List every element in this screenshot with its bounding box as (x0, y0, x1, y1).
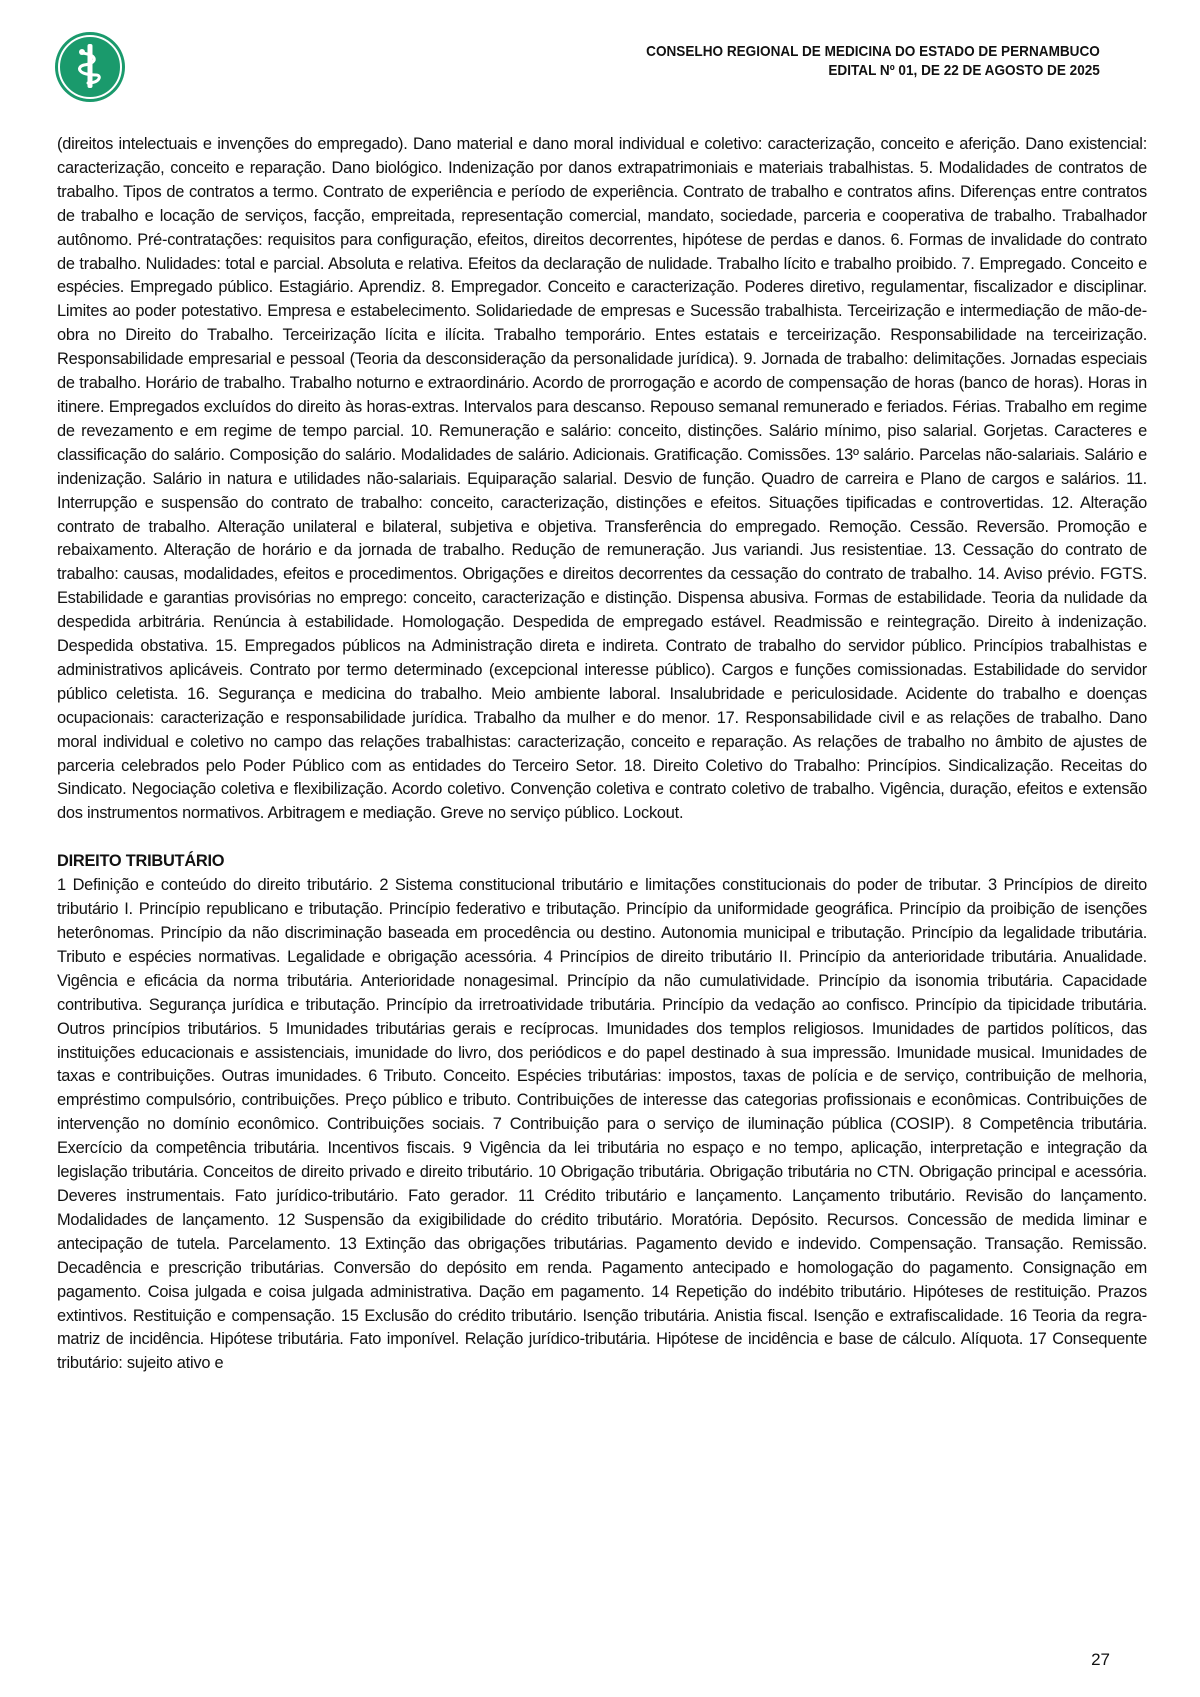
body-paragraph: 1 Definição e conteúdo do direito tributário. 2 Sistema constitucional tributário e limitações constitucionais do poder de tributar. 3 Princípios de direito tributário I. Princípio republicano e tributação. Princípio federativo e tributação. Princípio da uniformidade geográfica. Princípio da proibição de isenções heterônomas. Princípio da não discriminação baseada em procedência ou destino. Autonomia municipal e tributação. Princípio da legalidade tributária. Tributo e espécies normativas. Legalidade e obrigação acessória. 4 Princípios de direito tributário II. Princípio da anterioridade tributária. Anualidade. Vigência e eficácia da norma tributária. Anterioridade nonagesimal. Princípio da não cumulatividade. Princípio da isonomia tributária. Capacidade contributiva. Segurança jurídica e tributação. Princípio da irretroatividade tributária. Princípio da vedação ao confisco. Princípio da tipicidade tributária. Outros princípios tributários. 5 Imunidades tributárias gerais e recíprocas. Imunidades dos templos religiosos. Imunidades de partidos políticos, das instituições educacionais e assistenciais, imunidade do livro, dos periódicos e do papel destinado à sua impressão. Imunidade musical. Imunidades de taxas e contribuições. Outras imunidades. 6 Tributo. Conceito. Espécies tributárias: impostos, taxas de polícia e de serviço, contribuição de melhoria, empréstimo compulsório, contribuições. Preço público e tributo. Contribuições de interesse das categorias profissionais e econômicas. Contribuições de intervenção no domínio econômico. Contribuições sociais. 7 Contribuição para o serviço de iluminação pública (COSIP). 8 Competência tributária. Exercício da competência tributária. Incentivos fiscais. 9 Vigência da lei tributária no espaço e no tempo, aplicação, interpretação e integração da legislação tributária. Conceitos de direito privado e direito tributário. 10 Obrigação tributária. Obrigação tributária no CTN. Obrigação principal e acessória. Deveres instrumentais. Fato jurídico-tributário. Fato gerador. 11 Crédito tributário e lançamento. Lançamento tributário. Revisão do lançamento. Modalidades de lançamento. 12 Suspensão da exigibilidade do crédito tributário. Moratória. Depósito. Recursos. Concessão de medida liminar e antecipação de tutela. Parcelamento. 13 Extinção das obrigações tributárias. Pagamento devido e indevido. Compensação. Transação. Remissão. Decadência e prescrição tributárias. Conversão do depósito em renda. Pagamento antecipado e homologação do pagamento. Consignação em pagamento. Coisa julgada e coisa julgada administrativa. Dação em pagamento. 14 Repetição do indébito tributário. Hipóteses de restituição. Prazos extintivos. Restituição e compensação. 15 Exclusão do crédito tributário. Isenção tributária. Anistia fiscal. Isenção e extrafiscalidade. 16 Teoria da regra-matriz de incidência. Hipótese tributária. Fato imponível. Relação jurídico-tributária. Hipótese de incidência e base de cálculo. Alíquota. 17 Consequente tributário: sujeito ativo e (57, 876, 1147, 1373)
section-heading: DIREITO TRIBUTÁRIO (57, 852, 225, 871)
document-header (646, 43, 1100, 81)
caduceus-icon (54, 31, 126, 103)
logo-graphic (54, 31, 126, 103)
page-number: 27 (1091, 1650, 1110, 1669)
document-body (57, 133, 1147, 1376)
header-organization: CONSELHO REGIONAL DE MEDICINA DO ESTADO DE PERNAMBUCO (646, 44, 1100, 60)
header-edital: EDITAL Nº 01, DE 22 DE AGOSTO DE 2025 (828, 63, 1100, 79)
body-paragraph: (direitos intelectuais e invenções do empregado). Dano material e dano moral individual e coletivo: caracterização, conceito e aferição. Dano existencial: caracterização, conceito e reparação. Dano biológico. Indenização por danos extrapatrimoniais e materiais trabalhistas. 5. Modalidades de contratos de trabalho. Tipos de contratos a termo. Contrato de experiência e período de experiência. Contrato de trabalho e contratos afins. Diferenças entre contratos de trabalho e locação de serviços, facção, empreitada, representação comercial, mandato, sociedade, parceria e cooperativa de trabalho. Trabalhador autônomo. Pré-contratações: requisitos para configuração, efeitos, direitos decorrentes, hipótese de perdas e danos. 6. Formas de invalidade do contrato de trabalho. Nulidades: total e parcial. Absoluta e relativa. Efeitos da declaração de nulidade. Trabalho lícito e trabalho proibido. 7. Empregado. Conceito e espécies. Empregado público. Estagiário. Aprendiz. 8. Empregador. Conceito e caracterização. Poderes diretivo, regulamentar, fiscalizador e disciplinar. Limites ao poder potestativo. Empresa e estabelecimento. Solidariedade de empresas e Sucessão trabalhista. Terceirização e intermediação de mão-de-obra no Direito do Trabalho. Terceirização lícita e ilícita. Trabalho temporário. Entes estatais e terceirização. Responsabilidade na terceirização. Responsabilidade empresarial e pessoal (Teoria da desconsideração da personalidade jurídica). 9. Jornada de trabalho: delimitações. Jornadas especiais de trabalho. Horário de trabalho. Trabalho noturno e extraordinário. Acordo de prorrogação e acordo de compensação de horas (banco de horas). Horas in itinere. Empregados excluídos do direito às horas-extras. Intervalos para descanso. Repouso semanal remunerado e feriados. Férias. Trabalho em regime de revezamento e em regime de tempo parcial. 10. Remuneração e salário: conceito, distinções. Salário mínimo, piso salarial. Gorjetas. Caracteres e classificação do salário. Composição do salário. Modalidades de salário. Adicionais. Gratificação. Comissões. 13º salário. Parcelas não-salariais. Salário e indenização. Salário in natura e utilidades não-salariais. Equiparação salarial. Desvio de função. Quadro de carreira e Plano de cargos e salários. 11. Interrupção e suspensão do contrato de trabalho: conceito, caracterização, distinções e efeitos. Situações tipificadas e controvertidas. 12. Alteração contrato de trabalho. Alteração unilateral e bilateral, subjetiva e objetiva. Transferência do empregado. Remoção. Cessão. Reversão. Promoção e rebaixamento. Alteração de horário e da jornada de trabalho. Redução de remuneração. Jus variandi. Jus resistentiae. 13. Cessação do contrato de trabalho: causas, modalidades, efeitos e procedimentos. Obrigações e direitos decorrentes da cessação do contrato de trabalho. 14. Aviso prévio. FGTS. Estabilidade e garantias provisórias no emprego: conceito, caracterização e distinção. Dispensa abusiva. Formas de estabilidade. Teoria da nulidade da despedida arbitrária. Renúncia à estabilidade. Homologação. Despedida de empregado estável. Readmissão e reintegração. Direito à indenização. Despedida obstativa. 15. Empregados públicos na Administração direta e indireta. Contrato de trabalho do servidor público. Princípios trabalhistas e administrativos aplicáveis. Contrato por termo determinado (excepcional interesse público). Cargos e funções comissionadas. Estabilidade do servidor público celetista. 16. Segurança e medicina do trabalho. Meio ambiente laboral. Insalubridade e periculosidade. Acidente do trabalho e doenças ocupacionais: caracterização e responsabilidade jurídica. Trabalho da mulher e do menor. 17. Responsabilidade civil e as relações de trabalho. Dano moral individual e coletivo no campo das relações trabalhistas: caracterização, conceito e reparação. As relações de trabalho no âmbito de ajustes de parceria celebrados pelo Poder Público com as entidades do Terceiro Setor. 18. Direito Coletivo do Trabalho: Princípios. Sindicalização. Receitas do Sindicato. Negociação coletiva e flexibilização. Acordo coletivo. Convenção coletiva e contrato coletivo de trabalho. Vigência, duração, efeitos e extensão dos instrumentos normativos. Arbitragem e mediação. Greve no serviço público. Lockout. (57, 135, 1147, 823)
